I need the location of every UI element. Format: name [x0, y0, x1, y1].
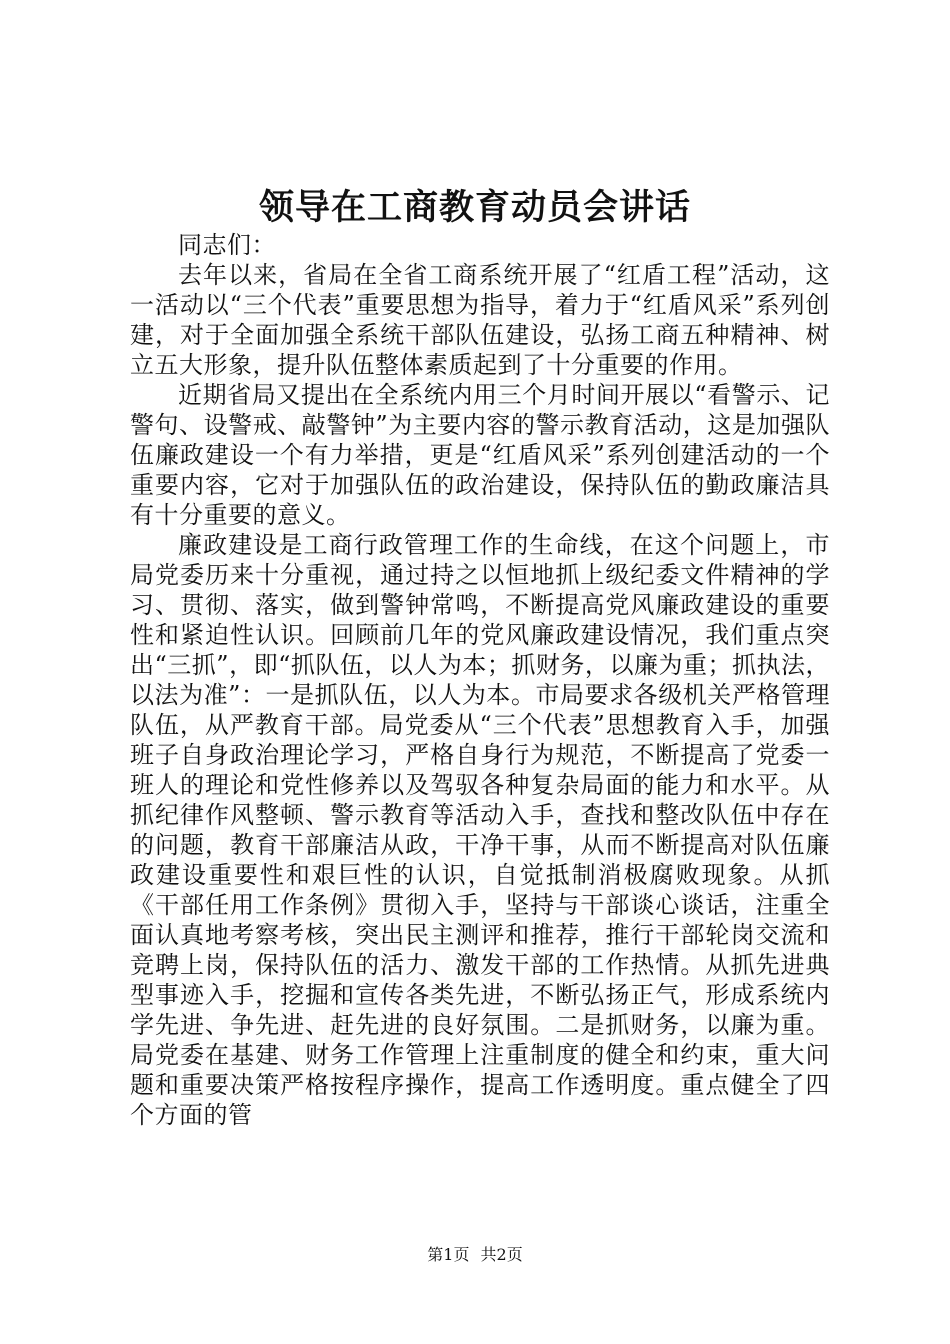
- document-title: 领导在工商教育动员会讲话: [258, 187, 691, 228]
- page-number-total: 共2页: [480, 1245, 523, 1264]
- salutation: 同志们：: [178, 231, 276, 259]
- paragraph-2: 近期省局又提出在全系统内用三个月时间开展以“看警示、记警句、设警戒、敲警钟”为主要内容的警示教育活动，这是加强队伍廉政建设一个有力举措，更是“红盾风采”系列创建活动的一个重要内容，它对于加强队伍的政治建设，保持队伍的勤政廉洁具有十分重要的意义。: [130, 381, 830, 529]
- page-footer: [0, 1244, 950, 1266]
- paragraph-1: 去年以来，省局在全省工商系统开展了“红盾工程”活动，这一活动以“三个代表”重要思想为指导，着力于“红盾风采”系列创建，对于全面加强全系统干部队伍建设，弘扬工商五种精神、树立五大形象，提升队伍整体素质起到了十分重要的作用。: [130, 261, 830, 379]
- document-body: [130, 230, 830, 1130]
- paragraph-3: 廉政建设是工商行政管理工作的生命线，在这个问题上，市局党委历来十分重视，通过持之以恒地抓上级纪委文件精神的学习、贯彻、落实，做到警钟常鸣，不断提高党风廉政建设的重要性和紧迫性认识。回顾前几年的党风廉政建设情况，我们重点突出“三抓”，即“抓队伍，以人为本；抓财务，以廉为重；抓执法，以法为准”：一是抓队伍，以人为本。市局要求各级机关严格管理队伍，从严教育干部。局党委从“三个代表”思想教育入手，加强班子自身政治理论学习，严格自身行为规范，不断提高了党委一班人的理论和党性修养以及驾驭各种复杂局面的能力和水平。从抓纪律作风整顿、警示教育等活动入手，查找和整改队伍中存在的问题，教育干部廉洁从政，干净干事，从而不断提高对队伍廉政建设重要性和艰巨性的认识，自觉抵制消极腐败现象。从抓《干部任用工作条例》贯彻入手，坚持与干部谈心谈话，注重全面认真地考察考核，突出民主测评和推荐，推行干部轮岗交流和竞聘上岗，保持队伍的活力、激发干部的工作热情。从抓先进典型事迹入手，挖掘和宣传各类先进，不断弘扬正气，形成系统内学先进、争先进、赶先进的良好氛围。二是抓财务，以廉为重。局党委在基建、财务工作管理上注重制度的健全和约束，重大问题和重要决策严格按程序操作，提高工作透明度。重点健全了四个方面的管: [130, 531, 830, 1129]
- page-number-current: 第1页: [427, 1245, 470, 1264]
